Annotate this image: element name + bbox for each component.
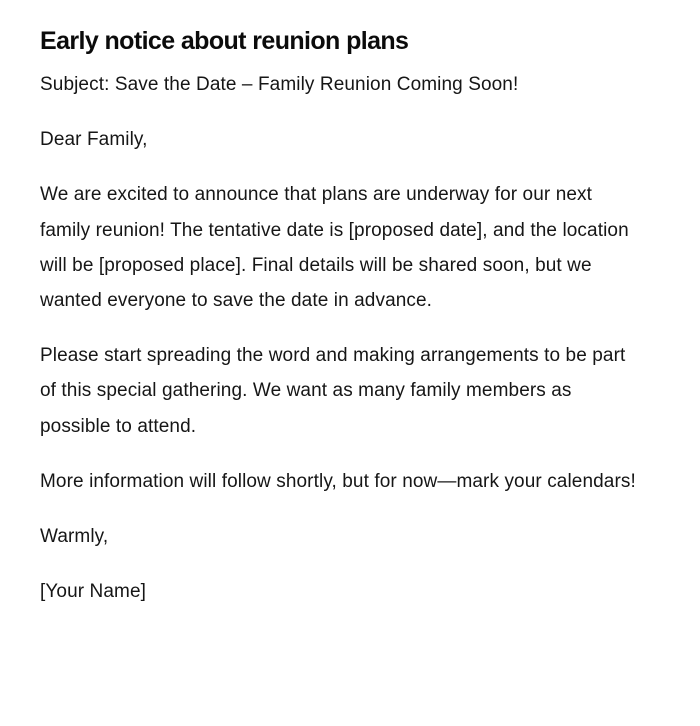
body-paragraph-spread-the-word: Please start spreading the word and making arrangements to be part of this special gathering. We want as many family members as possible to attend.	[40, 345, 626, 437]
body-paragraph-more-info: More information will follow shortly, but for now—mark your calendars!	[40, 470, 636, 492]
subject-line: Subject: Save the Date – Family Reunion Coming Soon!	[40, 74, 519, 95]
body-paragraph-announcement: We are excited to announce that plans are underway for our next family reunion! The tentative date is [proposed date], and the location will be [proposed place]. Final details will be shared soon, but we wanted everyone to save the date in advance.	[40, 184, 629, 312]
closing: Warmly,	[40, 526, 109, 548]
document-title: Early notice about reunion plans	[40, 27, 409, 55]
greeting: Dear Family,	[40, 129, 148, 151]
signature: [Your Name]	[40, 581, 147, 603]
